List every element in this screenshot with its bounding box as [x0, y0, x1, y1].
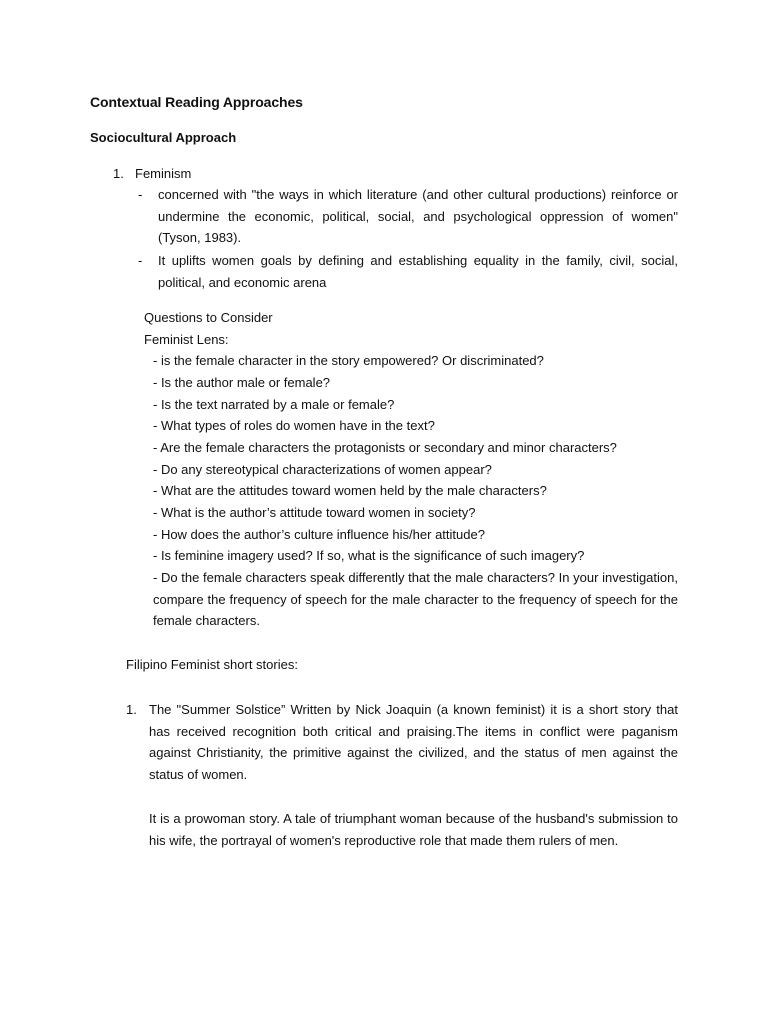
question-item: - Is the text narrated by a male or female? [153, 397, 395, 412]
lens-heading: Feminist Lens: [144, 332, 229, 347]
question-item: - What is the author’s attitude toward women in society? [153, 505, 476, 520]
story-paragraph: It is a prowoman story. A tale of triumphant woman because of the husband's submission to his wife, the portrayal of women's reproductive role that made them rulers of men. [149, 811, 678, 848]
question-item: - What are the attitudes toward women held by the male characters? [153, 483, 547, 498]
question-item: - Are the female characters the protagonists or secondary and minor characters? [153, 440, 617, 455]
question-item: - Is feminine imagery used? If so, what is the significance of such imagery? [153, 548, 585, 563]
bullet-dash: - [138, 253, 143, 268]
document-title: Contextual Reading Approaches [90, 94, 303, 110]
section-heading: Sociocultural Approach [90, 130, 237, 145]
question-item: - Do the female characters speak differently that the male characters? In your investigation, compare the frequency of speech for the male character to the frequency of speech for the female characters. [153, 570, 678, 629]
list-number: 1. [113, 166, 124, 181]
question-item: - Do any stereotypical characterizations of women appear? [153, 462, 492, 477]
question-item: - Is the author male or female? [153, 375, 331, 390]
question-item: - What types of roles do women have in the text? [153, 418, 435, 433]
questions-heading: Questions to Consider [144, 310, 273, 325]
stories-heading: Filipino Feminist short stories: [126, 657, 298, 672]
story-paragraph: The "Summer Solstice” Written by Nick Joaquin (a known feminist) it is a short story that has received recognition both critical and praising.The items in conflict were paganism against Christianity, the primitive against the civilized, and the status of men against the status of women. [149, 702, 678, 783]
list-number: 1. [126, 702, 137, 717]
bullet-text: It uplifts women goals by defining and establishing equality in the family, civil, social, political, and economic arena [158, 253, 678, 290]
bullet-text: concerned with "the ways in which literature (and other cultural productions) reinforce or undermine the economic, political, social, and psychological oppression of women" (Tyson, 1983). [158, 187, 678, 246]
question-item: - How does the author’s culture influence his/her attitude? [153, 527, 485, 542]
bullet-dash: - [138, 187, 143, 202]
list-item-label: Feminism [135, 166, 192, 181]
question-item: - is the female character in the story empowered? Or discriminated? [153, 353, 544, 368]
